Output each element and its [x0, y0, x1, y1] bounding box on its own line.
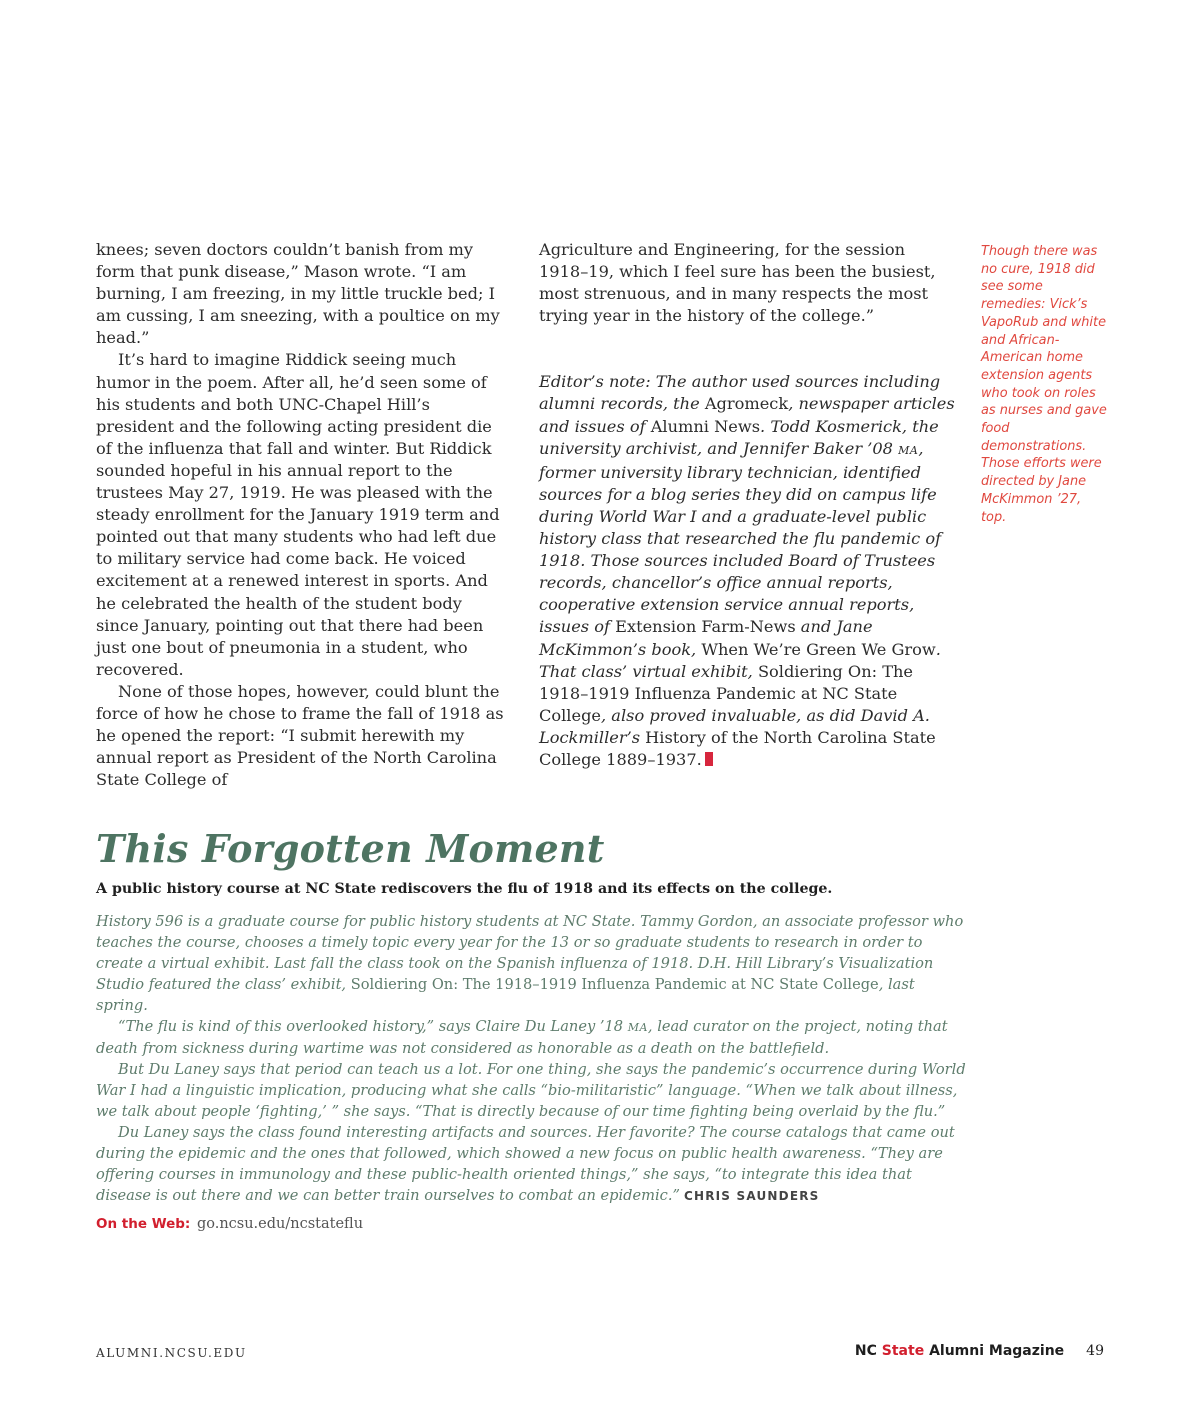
photo-caption: Though there was no cure, 1918 did see some remedies: Vick’s VapoRub and white and African-American home extension agents who took on roles as nurses and gave food demonstrations. Those efforts were directed by Jane McKimmon ’27, top.	[981, 244, 1107, 525]
editors-note: Editor’s note: The author used sources including alumni records, the Agromeck, newspaper articles and issues of Alumni News. Todd Kosmerick, the university archivist, and Jennifer Baker ’08 MA, former university library technician, identified sources for a blog series they did on campus life during World War I and a graduate-level public history class that researched the flu pandemic of 1918. Those sources included Board of Trustees records, chancellor’s office annual reports, cooperative extension service annual reports, issues of Extension Farm-News and Jane McKimmon’s book, When We’re Green We Grow. That class’ virtual exhibit, Soldiering On: The 1918–1919 Influenza Pandemic at NC State College, also proved invaluable, as did David A. Lockmiller’s History of the North Carolina State College 1889–1937.	[539, 372, 955, 769]
end-mark-icon	[705, 752, 713, 766]
sidebar-deck: A public history course at NC State rediscovers the flu of 1918 and its effects on the college.	[96, 881, 833, 897]
sidebar-paragraph: Du Laney says the class found interesting artifacts and sources. Her favorite? The course catalogs that came out during the epidemic and the ones that followed, which showed a new focus on public health awareness. “They are offering courses in immunology and these public-health oriented things,” she says, “to integrate this idea that disease is out there and we can better train ourselves to combat an epidemic.” CHRIS SAUNDERS	[96, 1124, 955, 1204]
magazine-name: NC State Alumni Magazine	[854, 1343, 1065, 1359]
page-number: 49	[1086, 1343, 1104, 1359]
web-link-line	[96, 1214, 363, 1234]
body-paragraph: knees; seven doctors couldn’t banish from my form that punk disease,” Mason wrote. “I am burning, I am freezing, in my little truckle bed; I am cussing, I am sneezing, with a poultice on my head.”	[96, 240, 500, 348]
body-paragraph: None of those hopes, however, could blunt the force of how he chose to frame the fall of 1918 as he opened the report: “I submit herewith my annual report as President of the North Carolina State College of	[96, 681, 504, 790]
article-column-left	[96, 239, 508, 791]
sidebar-title: This Forgotten Moment	[96, 826, 605, 871]
sidebar-paragraph: History 596 is a graduate course for public history students at NC State. Tammy Gordon, an associate professor who teaches the course, chooses a timely topic every year for the 13 or so graduate students to research in order to create a virtual exhibit. Last fall the class took on the Spanish influenza of 1918. D.H. Hill Library’s Visualization Studio featured the class’ exhibit, Soldiering On: The 1918–1919 Influenza Pandemic at NC State College, last spring.	[96, 913, 964, 1014]
footer-magazine	[855, 1343, 1104, 1359]
byline: CHRIS SAUNDERS	[683, 1189, 820, 1203]
sidebar-feature	[96, 825, 966, 1207]
web-label: On the Web:	[96, 1216, 191, 1232]
sidebar-paragraph: “The flu is kind of this overlooked history,” says Claire Du Laney ’18 MA, lead curator on the project, noting that death from sickness during wartime was not considered as honorable as a death on the battlefield.	[96, 1018, 948, 1057]
footer-site-url: ALUMNI.NCSU.EDU	[96, 1346, 247, 1360]
body-paragraph: It’s hard to imagine Riddick seeing much humor in the poem. After all, he’d seen some of his students and both UNC-Chapel Hill’s president and the following acting president die of the influenza that fall and winter. But Riddick sounded hopeful in his annual report to the trustees May 27, 1919. He was pleased with the steady enrollment for the January 1919 term and pointed out that many students who had left due to military service had come back. He voiced excitement at a renewed interest in sports. And he celebrated the health of the student body since January, pointing out that there had been just one bout of pneumonia in a student, who recovered.	[96, 350, 500, 679]
web-url-link[interactable]: go.ncsu.edu/ncstateflu	[196, 1216, 364, 1232]
body-paragraph: Agriculture and Engineering, for the session 1918–19, which I feel sure has been the busiest, most strenuous, and in many respects the most trying year in the history of the college.”	[539, 240, 936, 326]
article-column-right	[539, 239, 957, 771]
sidebar-paragraph: But Du Laney says that period can teach us a lot. For one thing, she says the pandemic’s occurrence during World War I had a linguistic implication, producing what she calls “bio-militaristic” language. “When we talk about illness, we talk about people ‘fighting,’ ” she says. “That is directly because of our time fighting being overlaid by the flu.”	[96, 1061, 966, 1120]
sidebar-body	[96, 911, 966, 1207]
